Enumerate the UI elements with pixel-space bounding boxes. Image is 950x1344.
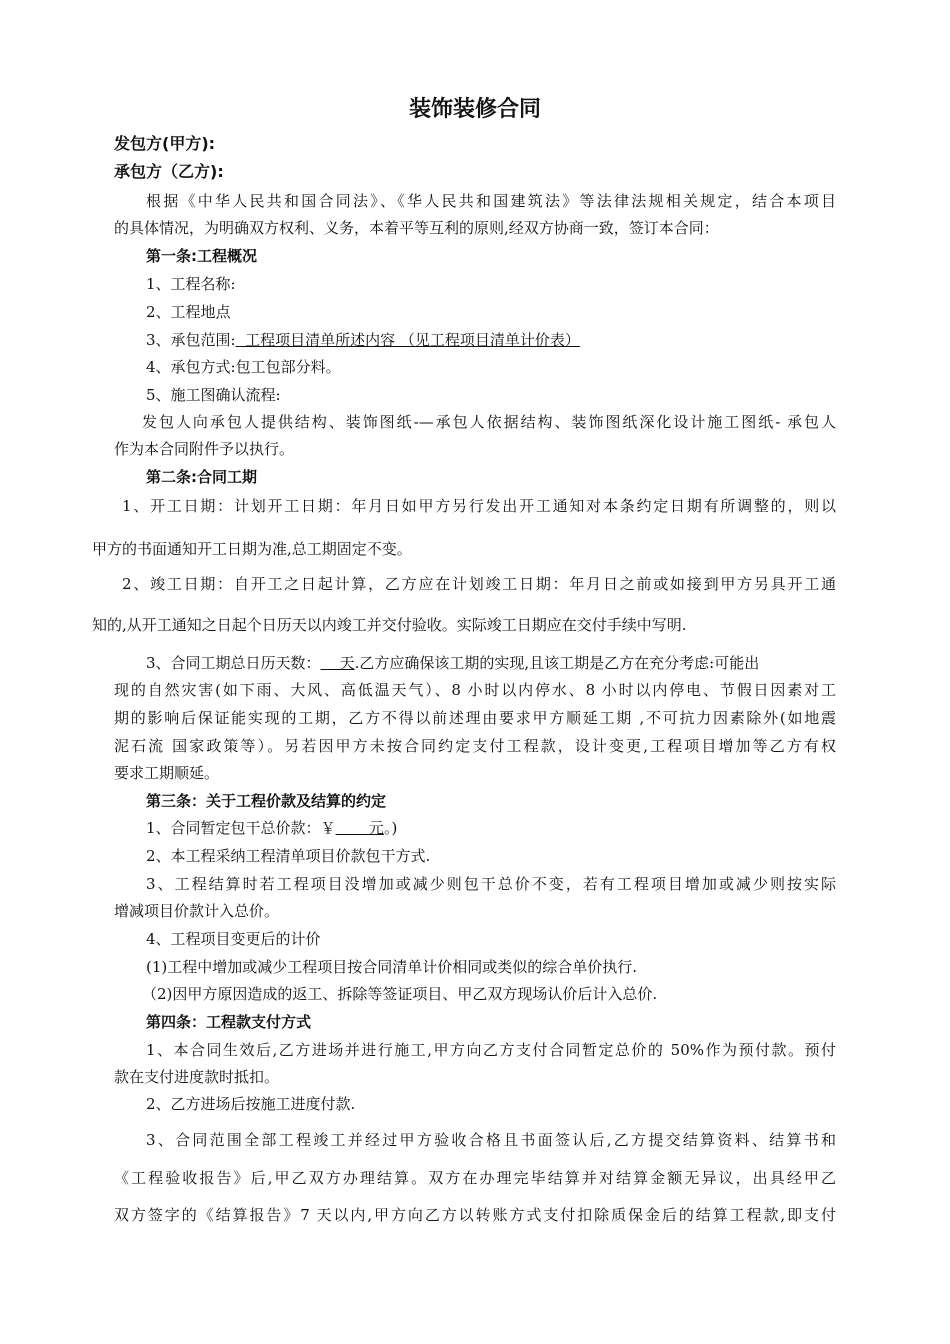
article1-item3-scope: 工程项目清单所述内容 （见工程项目清单计价表） bbox=[235, 331, 580, 349]
article2-duration-line-2: 现的自然灾害(如下雨、大风、高低温天气）、8 小时以内停水、8 小时以内停电、节假日因素对工 bbox=[114, 681, 836, 699]
party-b-label: 承包方（乙方): bbox=[114, 162, 224, 181]
article4-item3-line-3: 双方签字的《结算报告》7 天以内,甲方向乙方以转账方式支付扣除质保金后的结算工程款,即支付 bbox=[114, 1206, 836, 1224]
article3-sub2: （2)因甲方原因造成的返工、拆除等签证项目、甲乙双方现场认价后计入总价. bbox=[142, 985, 658, 1003]
article4-item1-line-2: 款在支付进度款时抵扣。 bbox=[114, 1068, 280, 1086]
article2-duration-blank: 天 bbox=[320, 654, 355, 672]
article1-item3-label: 3、承包范围: bbox=[146, 331, 236, 349]
article4-item3-line-1: 3、合同范围全部工程竣工并经过甲方验收合格且书面签认后,乙方提交结算资料、结算书和 bbox=[146, 1131, 836, 1149]
article2-start-line-2: 甲方的书面通知开工日期为准,总工期固定不变。 bbox=[92, 540, 412, 558]
article2-duration-label: 3、合同工期总日历天数： bbox=[146, 654, 321, 672]
article1-item5: 5、施工图确认流程: bbox=[146, 386, 281, 404]
article2-finish-line-1: 2、竣工日期：自开工之日起计算，乙方应在计划竣工日期：年月日之前或如接到甲方另具开工通 bbox=[122, 575, 836, 593]
article1-flow-line-2: 作为本合同附件予以执行。 bbox=[114, 440, 295, 458]
article1-flow-line-1: 发包人向承包人提供结构、装饰图纸-—承包人依据结构、装饰图纸深化设计施工图纸- 承包人 bbox=[142, 413, 836, 431]
article1-item1: 1、工程名称: bbox=[146, 275, 236, 293]
article2-duration-line bbox=[146, 653, 759, 673]
article2-duration-text: .乙方应确保该工期的实现,且该工期是乙方在充分考虑:可能出 bbox=[354, 654, 760, 672]
preamble-line-2: 的具体情况，为明确双方权利、义务，本着平等互利的原则,经双方协商一致，签订本合同： bbox=[114, 219, 719, 237]
article4-item1-line-1: 1、本合同生效后,乙方进场并进行施工,甲方向乙方支付合同暂定总价的 50%作为预付款。预付 bbox=[146, 1041, 836, 1059]
article3-sub1: (1)工程中增加或减少工程项目按合同清单计价相同或类似的综合单价执行. bbox=[146, 958, 638, 976]
article3-heading: 第三条：关于工程价款及结算的约定 bbox=[146, 792, 387, 810]
article1-item2: 2、工程地点 bbox=[146, 303, 231, 321]
article3-price-label: 1、合同暂定包干总价款：￥ bbox=[146, 819, 336, 837]
preamble-line-1: 根据《中华人民共和国合同法》、《华人民共和国建筑法》等法律法规相关规定，结合本项目 bbox=[146, 192, 836, 210]
article4-item2: 2、乙方进场后按施工进度付款. bbox=[146, 1095, 356, 1113]
article3-item3-line-1: 3、工程结算时若工程项目没增加或减少则包干总价不变，若有工程项目增加或减少则按实际 bbox=[146, 875, 836, 893]
article3-price-suffix: 。) bbox=[383, 819, 398, 837]
article3-price-line bbox=[146, 818, 397, 838]
article2-duration-line-3: 期的影响后保证能实现的工期，乙方不得以前述理由要求甲方顺延工期 ,不可抗力因素除外(如地震 bbox=[114, 709, 836, 727]
article4-item3-line-2: 《工程验收报告》后,甲乙双方办理结算。双方在办理完毕结算并对结算金额无异议，出具经甲乙 bbox=[114, 1169, 836, 1187]
article3-item4: 4、工程项目变更后的计价 bbox=[146, 930, 321, 948]
article1-item3 bbox=[146, 330, 580, 350]
article3-item3-line-2: 增减项目价款计入总价。 bbox=[114, 902, 280, 920]
article3-item2: 2、本工程采纳工程清单项目价款包干方式. bbox=[146, 847, 431, 865]
article2-duration-line-5: 要求工期顺延。 bbox=[114, 764, 220, 782]
article2-finish-line-2: 知的,从开工通知之日起个日历天以内竣工并交付验收。实际竣工日期应在交付手续中写明. bbox=[92, 616, 687, 634]
article2-start-line-1: 1、开工日期：计划开工日期：年月日如甲方另行发出开工通知对本条约定日期有所调整的，则以 bbox=[122, 497, 836, 515]
party-a-label: 发包方(甲方): bbox=[114, 134, 216, 153]
article2-duration-line-4: 泥石流 国家政策等）。另若因甲方未按合同约定支付工程款，设计变更,工程项目增加等乙方有权 bbox=[114, 737, 836, 755]
article3-price-blank: 元 bbox=[335, 819, 384, 837]
article2-heading: 第二条:合同工期 bbox=[146, 468, 257, 486]
article1-heading: 第一条:工程概况 bbox=[146, 247, 257, 265]
article4-heading: 第四条：工程款支付方式 bbox=[146, 1013, 312, 1031]
document-title: 装饰装修合同 bbox=[408, 97, 541, 122]
article1-item4: 4、承包方式:包工包部分料。 bbox=[146, 358, 341, 376]
